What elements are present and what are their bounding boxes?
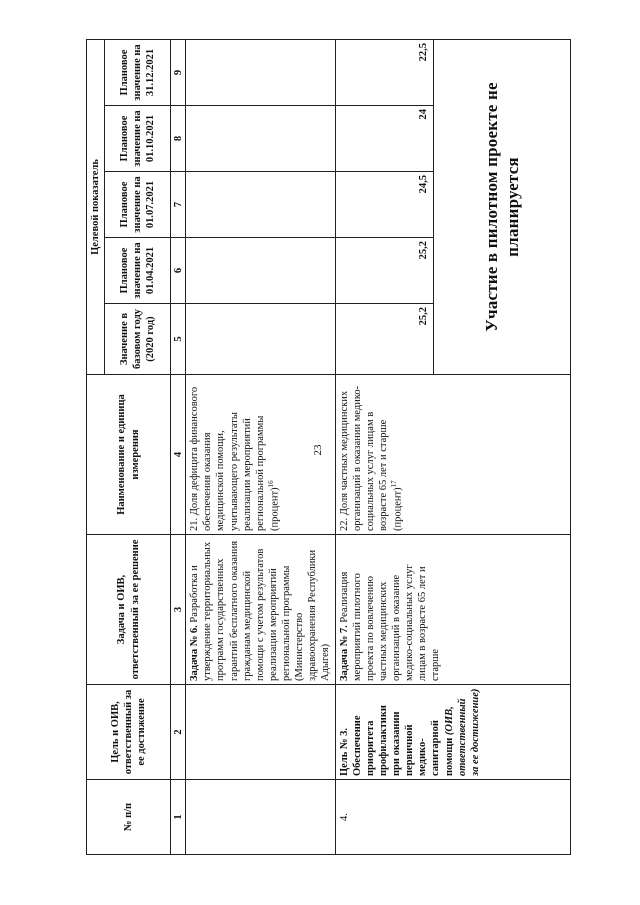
row2-plan-q4: 22,5 xyxy=(335,40,433,106)
column-number-row xyxy=(171,40,186,855)
header-row-1 xyxy=(87,40,105,855)
col-number: 5 xyxy=(171,304,186,375)
rotated-table-wrapper xyxy=(86,40,571,855)
header-plan-q1: Плановое значение на 01.04.2021 xyxy=(105,238,171,304)
row2-goal xyxy=(335,685,571,780)
row2-goal-text: Цель № 3. Обеспечение приоритета профилактики при оказании первичной медико-санитарной помощи xyxy=(338,705,455,776)
row1-indicator xyxy=(186,375,335,535)
row1-num xyxy=(186,780,335,855)
row2-indicator xyxy=(335,375,571,535)
row2-plan-q3: 24 xyxy=(335,106,433,172)
table-row-task-6 xyxy=(186,40,335,855)
col-number: 8 xyxy=(171,106,186,172)
header-plan-q2: Плановое значение на 01.07.2021 xyxy=(105,172,171,238)
row1-task xyxy=(186,535,335,685)
row2-task xyxy=(335,535,571,685)
pilot-project-note: Участие в пилотном проекте не планируется xyxy=(433,40,571,375)
row2-base-value: 25,2 xyxy=(335,304,433,375)
row1-base-value xyxy=(186,304,335,375)
col-number: 9 xyxy=(171,40,186,106)
header-plan-q3: Плановое значение на 01.10.2021 xyxy=(105,106,171,172)
row1-indicator-text: 21. Доля дефицита финансового обеспечения оказания медицинской помощи, учитывающего результаты реализации мероприятий региональной программы (процент) xyxy=(189,386,281,531)
row1-indicator-footnote: 16 xyxy=(266,480,275,488)
row1-plan-q2 xyxy=(186,172,335,238)
col-number: 4 xyxy=(171,375,186,535)
row2-plan-q1: 25,2 xyxy=(335,238,433,304)
row1-plan-q4 xyxy=(186,40,335,106)
page-number: 23 xyxy=(312,444,324,456)
col-number: 7 xyxy=(171,172,186,238)
row1-task-text: Разработка и утверждение территориальных программ государственных гарантий бесплатного оказания гражданам медицинской помощи с учетом результатов реализации мероприятий региональной программы (Министерство здравоохранения Республики Адыгея) xyxy=(189,540,332,681)
target-indicators-table xyxy=(86,39,571,855)
col-number: 3 xyxy=(171,535,186,685)
row2-indicator-text: 22. Доля частных медицинских организаций в оказании медико-социальных услуг лицам в возрасте 65 лет и старше (процент) xyxy=(338,385,404,531)
col-number: 2 xyxy=(171,685,186,780)
header-base-value: Значение в базовом году (2020 год) xyxy=(105,304,171,375)
header-task: Задача и ОИВ, ответственный за ее решение xyxy=(87,535,171,685)
row2-goal-responsible: (ОИВ, ответственный за ее достижение) xyxy=(443,688,481,776)
col-number: 6 xyxy=(171,238,186,304)
col-number: 1 xyxy=(171,780,186,855)
row2-indicator-footnote: 17 xyxy=(390,480,398,488)
row1-plan-q3 xyxy=(186,106,335,172)
header-target-indicator-group: Целевой показатель xyxy=(87,40,105,375)
row1-plan-q1 xyxy=(186,238,335,304)
row2-num: 4. xyxy=(335,780,571,855)
row2-task-text: Реализация мероприятий пилотного проекта по вовлечению частных медицинских организаций в оказание медико-социальных услуг лицам в возрасте 65 лет и старше xyxy=(338,564,442,681)
row2-plan-q2: 24,5 xyxy=(335,172,433,238)
header-plan-q4: Плановое значение на 31.12.2021 xyxy=(105,40,171,106)
header-num: № п/п xyxy=(87,780,171,855)
header-indicator-name: Наименование и единица измерения xyxy=(87,375,171,535)
row1-task-title: Задача № 6. xyxy=(189,625,201,681)
row1-goal xyxy=(186,685,335,780)
table-row-task-7 xyxy=(335,40,433,855)
row2-task-title: Задача № 7. xyxy=(338,625,350,681)
header-goal: Цель и ОИВ, ответственный за ее достижение xyxy=(87,685,171,780)
